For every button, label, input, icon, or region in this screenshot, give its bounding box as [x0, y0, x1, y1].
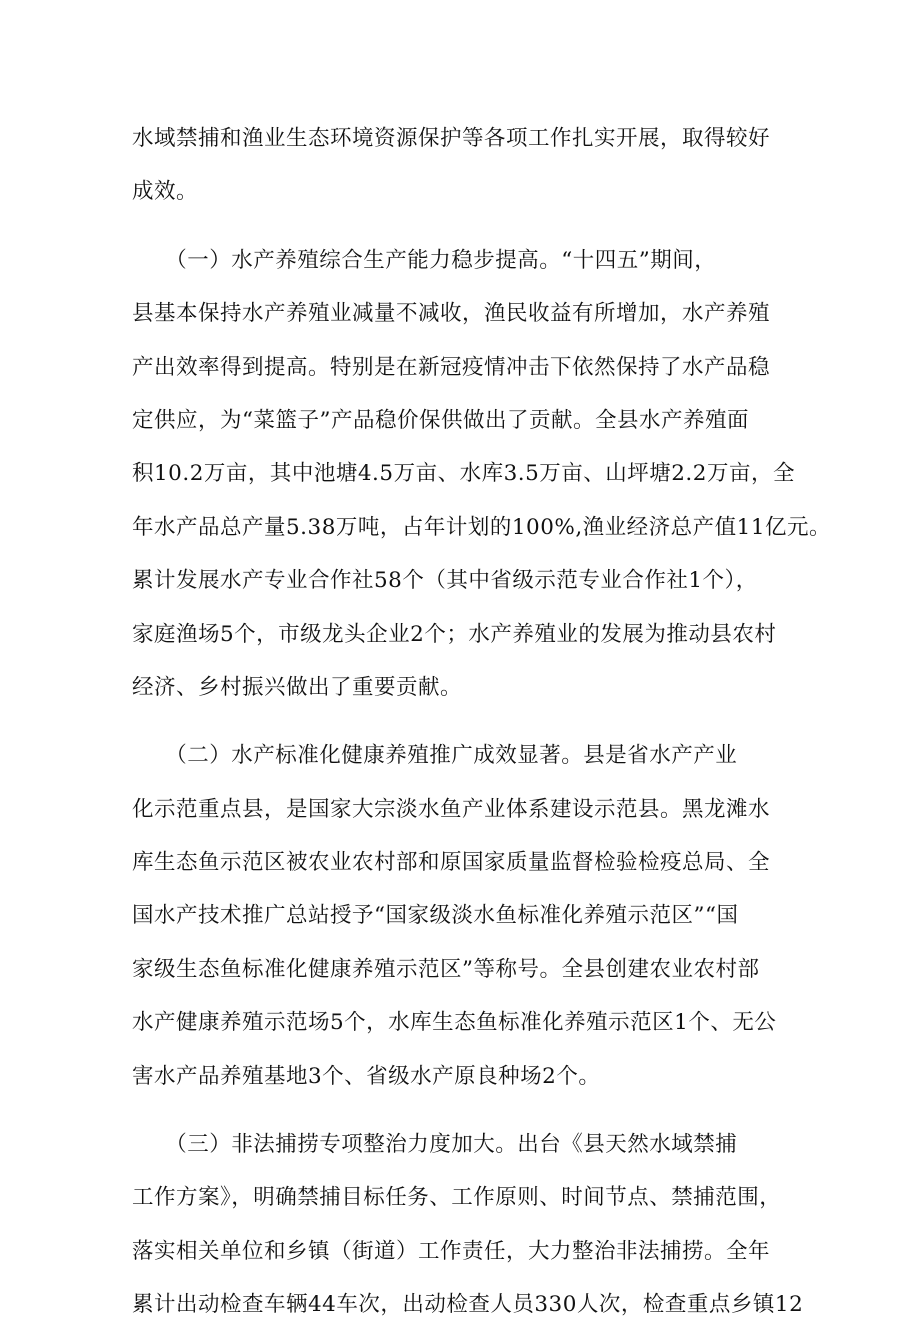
text-line: 产出效率得到提高。特别是在新冠疫情冲击下依然保持了水产品稳 [132, 354, 771, 380]
text-line: 家级生态鱼标准化健康养殖示范区”等称号。全县创建农业农村部 [132, 956, 760, 982]
text-line: 定供应，为“菜篮子”产品稳价保供做出了贡献。全县水产养殖面 [132, 407, 749, 433]
text-line: 工作方案》，明确禁捕目标任务、工作原则、时间节点、禁捕范围， [132, 1185, 782, 1211]
text-line: 累计发展水产专业合作社58个（其中省级示范专业合作社1个）， [132, 568, 758, 594]
paragraph-3 [132, 729, 804, 1103]
text-line: 国水产技术推广总站授予“国家级淡水鱼标准化养殖示范区”“国 [132, 903, 739, 929]
text-line: 县基本保持水产养殖业减量不减收，渔民收益有所增加，水产养殖 [132, 301, 771, 327]
paragraph-1 [132, 112, 804, 219]
text-line: 害水产品养殖基地3个、省级水产原良种场2个。 [132, 1063, 601, 1089]
text-line: 积10.2万亩，其中池塘4.5万亩、水库3.5万亩、山坪塘2.2万亩，全 [132, 461, 795, 487]
text-line: 化示范重点县，是国家大宗淡水鱼产业体系建设示范县。黑龙滩水 [132, 796, 771, 822]
paragraph-2 [132, 234, 832, 715]
text-line: 年水产品总产量5.38万吨，占年计划的100%,渔业经济总产值11亿元。 [132, 514, 832, 540]
text-line: 水产健康养殖示范场5个，水库生态鱼标准化养殖示范区1个、无公 [132, 1010, 777, 1036]
paragraph-4 [132, 1118, 804, 1332]
text-line: （二）水产标准化健康养殖推广成效显著。县是省水产产业 [132, 743, 738, 769]
text-line: 家庭渔场5个，市级龙头企业2个；水产养殖业的发展为推动县农村 [132, 621, 777, 647]
text-line: 经济、乡村振兴做出了重要贡献。 [132, 674, 463, 700]
text-line: （一）水产养殖综合生产能力稳步提高。“十四五”期间， [132, 247, 717, 273]
text-line: 水域禁捕和渔业生态环境资源保护等各项工作扎实开展，取得较好 [132, 126, 771, 151]
text-line: 成效。 [132, 179, 199, 205]
text-line: 落实相关单位和乡镇（街道）工作责任，大力整治非法捕捞。全年 [132, 1238, 771, 1264]
text-line: 累计出动检查车辆44车次，出动检查人员330人次，检查重点乡镇12 [132, 1292, 804, 1318]
text-line: （三）非法捕捞专项整治力度加大。出台《县天然水域禁捕 [132, 1132, 738, 1158]
text-line: 库生态鱼示范区被农业农村部和原国家质量监督检验检疫总局、全 [132, 850, 771, 876]
document-page [132, 112, 832, 1332]
